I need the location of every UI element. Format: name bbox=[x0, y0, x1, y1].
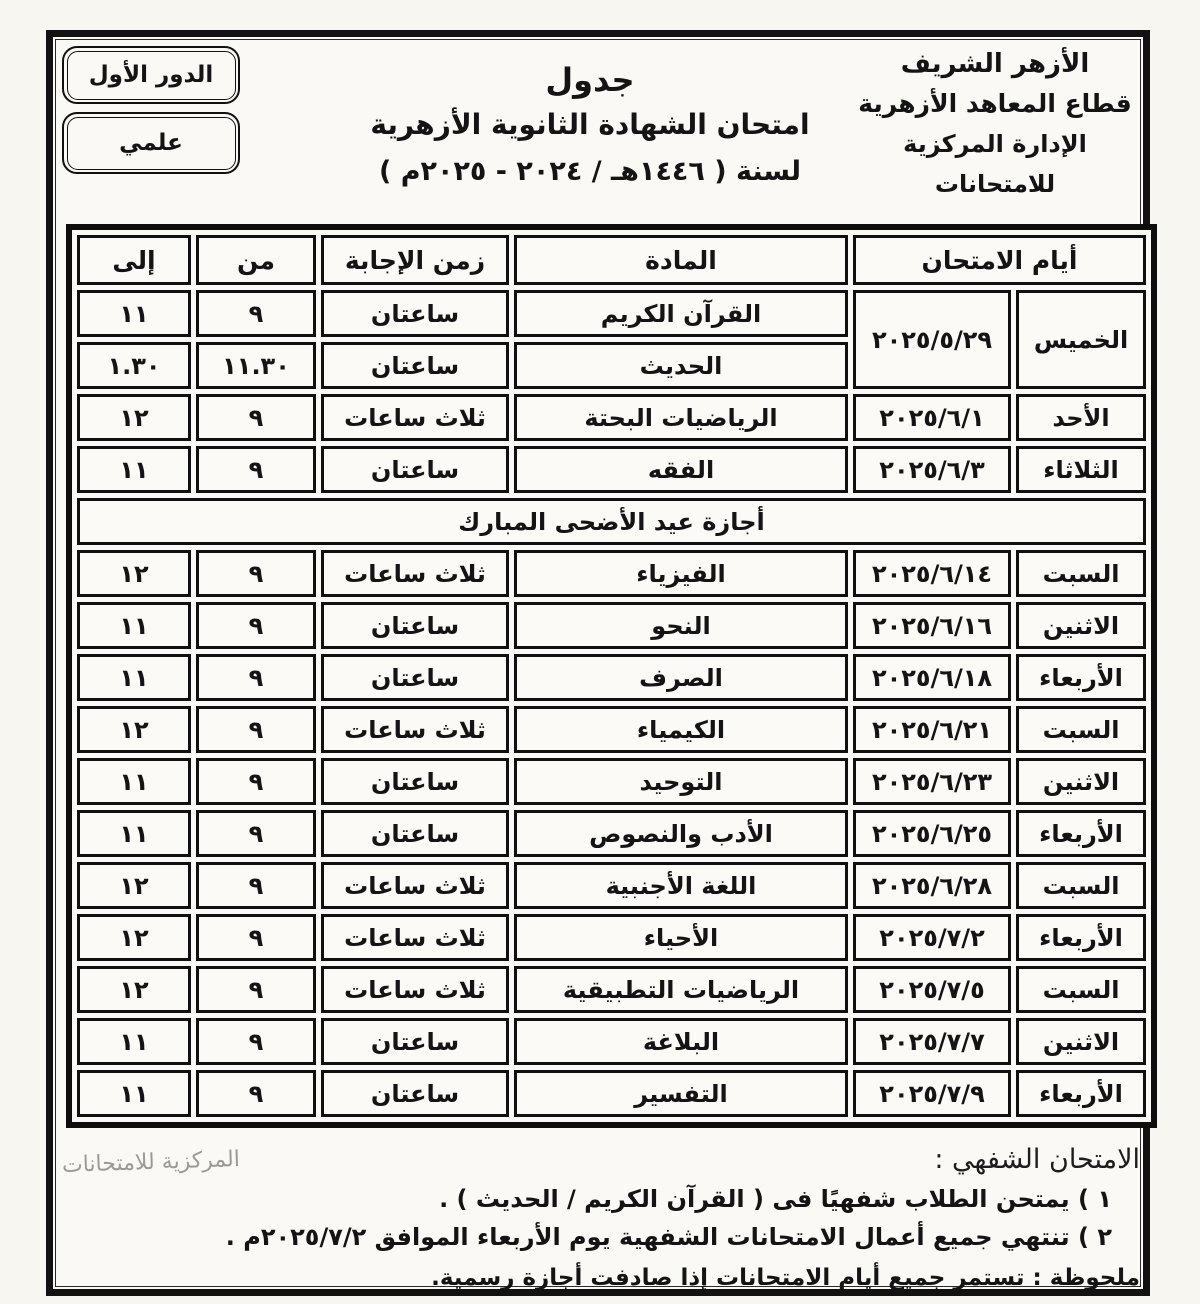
org-name: الأزهر الشريف bbox=[900, 49, 1090, 79]
date-cell: ٢٠٢٥/٧/٧ bbox=[853, 1018, 1011, 1065]
day-cell: الخميس bbox=[1016, 290, 1146, 389]
subject-cell: النحو bbox=[514, 602, 848, 649]
from-time-cell: ٩ bbox=[196, 1018, 316, 1065]
from-time-cell: ٩ bbox=[196, 654, 316, 701]
exam-row bbox=[77, 810, 1146, 857]
exam-round-label: الدور الأول bbox=[67, 51, 236, 100]
date-cell: ٢٠٢٥/٥/٢٩ bbox=[853, 290, 1011, 389]
exam-row bbox=[77, 966, 1146, 1013]
duration-cell: ساعتان bbox=[321, 342, 509, 389]
from-time-cell: ٩ bbox=[196, 706, 316, 753]
to-time-cell: ١١ bbox=[77, 758, 191, 805]
to-time-cell: ١١ bbox=[77, 654, 191, 701]
title-year: لسنة ( ١٤٤٦هـ / ٢٠٢٤ - ٢٠٢٥م ) bbox=[378, 156, 802, 187]
exam-row bbox=[77, 706, 1146, 753]
date-cell: ٢٠٢٥/٦/١٨ bbox=[853, 654, 1011, 701]
date-cell: ٢٠٢٥/٧/٩ bbox=[853, 1070, 1011, 1117]
to-time-cell: ١٢ bbox=[77, 394, 191, 441]
day-cell: الأربعاء bbox=[1016, 1070, 1146, 1117]
subject-cell: القرآن الكريم bbox=[514, 290, 848, 337]
duration-cell: ساعتان bbox=[321, 602, 509, 649]
day-cell: الاثنين bbox=[1016, 602, 1146, 649]
day-cell: الأحد bbox=[1016, 394, 1146, 441]
from-time-cell: ٩ bbox=[196, 758, 316, 805]
date-cell: ٢٠٢٥/٧/٥ bbox=[853, 966, 1011, 1013]
subject-cell: الفقه bbox=[514, 446, 848, 493]
day-cell: الأربعاء bbox=[1016, 654, 1146, 701]
header-subject: المادة bbox=[514, 235, 848, 285]
day-cell: السبت bbox=[1016, 862, 1146, 909]
to-time-cell: ١١ bbox=[77, 1018, 191, 1065]
title-exam-name: امتحان الشهادة الثانوية الأزهرية bbox=[370, 108, 810, 141]
table-header-row bbox=[77, 235, 1146, 285]
duration-cell: ساعتان bbox=[321, 1018, 509, 1065]
track-box bbox=[62, 112, 240, 174]
subject-cell: الأحياء bbox=[514, 914, 848, 961]
from-time-cell: ٩ bbox=[196, 862, 316, 909]
to-time-cell: ١٢ bbox=[77, 706, 191, 753]
oral-exam-note-2: ٢ ) تنتهي جميع أعمال الامتحانات الشفهية يوم الأربعاء الموافق ٢٠٢٥/٧/٢م . bbox=[225, 1223, 1112, 1251]
duration-cell: ساعتان bbox=[321, 654, 509, 701]
day-cell: الأربعاء bbox=[1016, 810, 1146, 857]
subject-cell: الفيزياء bbox=[514, 550, 848, 597]
exam-row bbox=[77, 1070, 1146, 1117]
date-cell: ٢٠٢٥/٦/١ bbox=[853, 394, 1011, 441]
date-cell: ٢٠٢٥/٦/٢١ bbox=[853, 706, 1011, 753]
track-label: علمي bbox=[67, 117, 236, 170]
day-cell: الاثنين bbox=[1016, 1018, 1146, 1065]
from-time-cell: ٩ bbox=[196, 914, 316, 961]
to-time-cell: ١٢ bbox=[77, 550, 191, 597]
date-cell: ٢٠٢٥/٦/١٤ bbox=[853, 550, 1011, 597]
exam-row bbox=[77, 550, 1146, 597]
header-exam-days: أيام الامتحان bbox=[853, 235, 1146, 285]
day-cell: السبت bbox=[1016, 706, 1146, 753]
exam-row bbox=[77, 290, 1146, 337]
from-time-cell: ٩ bbox=[196, 810, 316, 857]
subject-cell: الكيمياء bbox=[514, 706, 848, 753]
to-time-cell: ١٢ bbox=[77, 914, 191, 961]
to-time-cell: ١١ bbox=[77, 446, 191, 493]
duration-cell: ساعتان bbox=[321, 758, 509, 805]
exam-row bbox=[77, 914, 1146, 961]
from-time-cell: ٩ bbox=[196, 1070, 316, 1117]
duration-cell: ثلاث ساعات bbox=[321, 966, 509, 1013]
subject-cell: الرياضيات التطبيقية bbox=[514, 966, 848, 1013]
from-time-cell: ٩ bbox=[196, 966, 316, 1013]
day-cell: الثلاثاء bbox=[1016, 446, 1146, 493]
org-administration: الإدارة المركزية للامتحانات bbox=[903, 130, 1087, 198]
oral-exam-heading: الامتحان الشفهي : bbox=[934, 1144, 1140, 1175]
to-time-cell: ١٢ bbox=[77, 862, 191, 909]
subject-cell: الصرف bbox=[514, 654, 848, 701]
holiday-cell: أجازة عيد الأضحى المبارك bbox=[77, 498, 1146, 545]
from-time-cell: ٩ bbox=[196, 394, 316, 441]
date-cell: ٢٠٢٥/٦/٢٥ bbox=[853, 810, 1011, 857]
to-time-cell: ١١ bbox=[77, 290, 191, 337]
subject-cell: التفسير bbox=[514, 1070, 848, 1117]
date-cell: ٢٠٢٥/٦/٣ bbox=[853, 446, 1011, 493]
exam-table-body bbox=[77, 290, 1146, 1117]
exam-row bbox=[77, 862, 1146, 909]
watermark-text: المركزية للامتحانات bbox=[61, 1146, 241, 1179]
date-cell: ٢٠٢٥/٧/٢ bbox=[853, 914, 1011, 961]
exam-row bbox=[77, 394, 1146, 441]
duration-cell: ثلاث ساعات bbox=[321, 706, 509, 753]
exam-row bbox=[77, 758, 1146, 805]
title-word-schedule: جدول bbox=[545, 61, 635, 99]
exam-row bbox=[77, 654, 1146, 701]
header-from: من bbox=[196, 235, 316, 285]
to-time-cell: ١١ bbox=[77, 810, 191, 857]
subject-cell: الأدب والنصوص bbox=[514, 810, 848, 857]
header-duration: زمن الإجابة bbox=[321, 235, 509, 285]
document-title bbox=[370, 58, 810, 196]
duration-cell: ثلاث ساعات bbox=[321, 862, 509, 909]
from-time-cell: ٩ bbox=[196, 290, 316, 337]
duration-cell: ساعتان bbox=[321, 1070, 509, 1117]
from-time-cell: ٩ bbox=[196, 446, 316, 493]
duration-cell: ساعتان bbox=[321, 290, 509, 337]
duration-cell: ساعتان bbox=[321, 446, 509, 493]
duration-cell: ساعتان bbox=[321, 810, 509, 857]
from-time-cell: ١١.٣٠ bbox=[196, 342, 316, 389]
day-cell: الأربعاء bbox=[1016, 914, 1146, 961]
exam-table bbox=[66, 224, 1157, 1128]
general-remark: ملحوظة : تستمر جميع أيام الامتحانات إذا صادفت أجازة رسمية. bbox=[431, 1265, 1140, 1291]
header-to: إلى bbox=[77, 235, 191, 285]
day-cell: الاثنين bbox=[1016, 758, 1146, 805]
subject-cell: البلاغة bbox=[514, 1018, 848, 1065]
day-cell: السبت bbox=[1016, 550, 1146, 597]
date-cell: ٢٠٢٥/٦/٢٣ bbox=[853, 758, 1011, 805]
organization-header bbox=[845, 44, 1145, 204]
duration-cell: ثلاث ساعات bbox=[321, 394, 509, 441]
exam-row bbox=[77, 602, 1146, 649]
duration-cell: ثلاث ساعات bbox=[321, 914, 509, 961]
exam-round-box bbox=[62, 46, 240, 104]
duration-cell: ثلاث ساعات bbox=[321, 550, 509, 597]
holiday-row bbox=[77, 498, 1146, 545]
to-time-cell: ١.٣٠ bbox=[77, 342, 191, 389]
subject-cell: اللغة الأجنبية bbox=[514, 862, 848, 909]
to-time-cell: ١٢ bbox=[77, 966, 191, 1013]
from-time-cell: ٩ bbox=[196, 602, 316, 649]
day-cell: السبت bbox=[1016, 966, 1146, 1013]
date-cell: ٢٠٢٥/٦/٢٨ bbox=[853, 862, 1011, 909]
from-time-cell: ٩ bbox=[196, 550, 316, 597]
subject-cell: الحديث bbox=[514, 342, 848, 389]
to-time-cell: ١١ bbox=[77, 1070, 191, 1117]
org-sector: قطاع المعاهد الأزهرية bbox=[858, 89, 1132, 118]
oral-exam-note-1: ١ ) يمتحن الطلاب شفهيًا فى ( القرآن الكريم / الحديث ) . bbox=[439, 1185, 1112, 1213]
to-time-cell: ١١ bbox=[77, 602, 191, 649]
subject-cell: الرياضيات البحتة bbox=[514, 394, 848, 441]
exam-row bbox=[77, 1018, 1146, 1065]
exam-row bbox=[77, 446, 1146, 493]
subject-cell: التوحيد bbox=[514, 758, 848, 805]
date-cell: ٢٠٢٥/٦/١٦ bbox=[853, 602, 1011, 649]
